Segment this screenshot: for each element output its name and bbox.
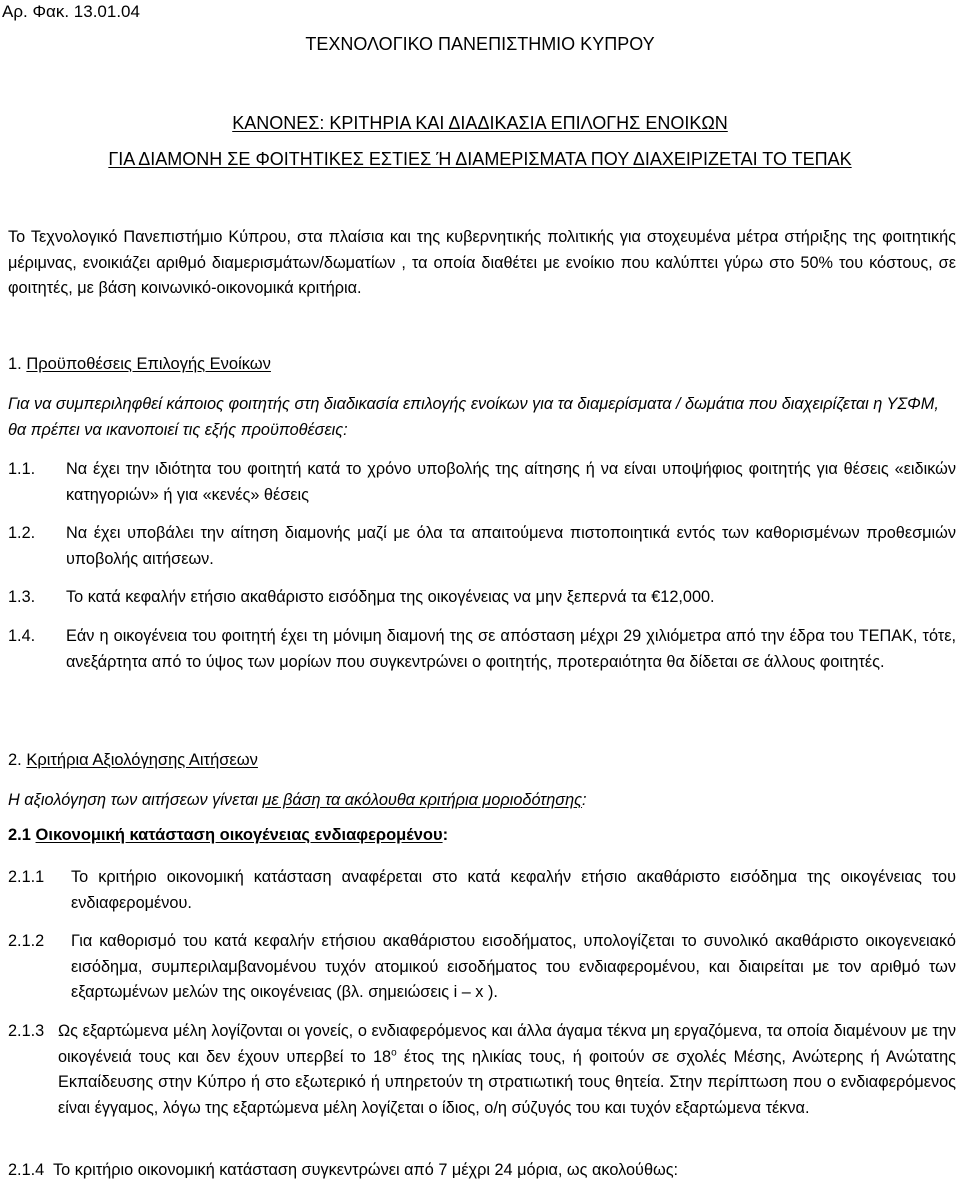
list-item: [8, 521, 956, 572]
item-text: Το κριτήριο οικονομική κατάσταση συγκεντρώνει από 7 μέχρι 24 μόρια, ως ακολούθως:: [53, 1161, 679, 1179]
list-item: [8, 457, 956, 508]
title-line-2: ΓΙΑ ΔΙΑΜΟΝΗ ΣΕ ΦΟΙΤΗΤΙΚΕΣ ΕΣΤΙΕΣ Ή ΔΙΑΜΕΡΙΣΜΑΤΑ ΠΟΥ ΔΙΑΧΕΙΡΙΖΕΤΑΙ ΤΟ ΤΕΠΑΚ: [108, 149, 852, 169]
ordinal-superscript: ο: [391, 1047, 397, 1059]
item-number: 1.1.: [8, 460, 36, 478]
list-item: [8, 929, 956, 1006]
section-1-intro: Για να συμπεριληφθεί κάποιος φοιτητής στη διαδικασία επιλογής ενοίκων για τα διαμερίσματα / δωμάτια που διαχειρίζεται η ΥΣΦΜ, θα πρέπει να ικανοποιεί τις εξής προϋποθέσεις:: [8, 395, 939, 439]
list-item: [8, 1158, 956, 1184]
subsection-title: Οικονομική κατάσταση οικογένειας ενδιαφερομένου: [35, 826, 443, 844]
subsection-title-post: :: [442, 826, 449, 844]
item-number: 1.3.: [8, 588, 36, 606]
section-2-title: Κριτήρια Αξιολόγησης Αιτήσεων: [26, 751, 258, 769]
list-item: [8, 865, 956, 916]
item-number: 2.1.2: [8, 932, 45, 950]
section-2-intro-post: :: [582, 791, 587, 809]
section-2-heading: [8, 751, 258, 770]
item-text: Να έχει υποβάλει την αίτηση διαμονής μαζί με όλα τα απαιτούμενα πιστοποιητικά εντός των καθορισμένων προθεσμιών υποβολής αιτήσεων.: [66, 524, 956, 568]
subsection-2-1-heading: [8, 826, 448, 845]
list-item: [8, 624, 956, 675]
item-text: Να έχει την ιδιότητα του φοιτητή κατά το χρόνο υποβολής της αίτησης ή να είναι υποψήφιος φοιτητής για θέσεις «ειδικών κατηγοριών» ή για «κενές» θέσεις: [66, 460, 956, 504]
section-1-title: Προϋποθέσεις Επιλογής Ενοίκων: [26, 355, 271, 373]
item-number: 1.2.: [8, 524, 36, 542]
item-text: Εάν η οικογένεια του φοιτητή έχει τη μόνιμη διαμονή της σε απόσταση μέχρι 29 χιλιόμετρα από την έδρα του ΤΕΠΑΚ, τότε, ανεξάρτητα από το ύψος των μορίων που συγκεντρώνει ο φοιτητής, προτεραιότητα θα δίδεται σε άλλους φοιτητές.: [66, 627, 956, 671]
subsection-number: 2.1: [8, 826, 36, 844]
intro-paragraph: Το Τεχνολογικό Πανεπιστήμιο Κύπρου, στα πλαίσια και της κυβερνητικής πολιτικής για στοχευμένα μέτρα στήριξης της φοιτητικής μέριμνας, ενοικιάζει αριθμό διαμερισμάτων/δωματίων , τα οποία διαθέτει με ενοίκιο που καλύπτει γύρω στο 50% του κόστους, σε φοιτητές, με βάση κοινωνικό-οικονομικά κριτήρια.: [8, 228, 956, 297]
item-number: 1.4.: [8, 627, 36, 645]
item-number: 2.1.3: [8, 1022, 45, 1040]
item-text: [58, 1019, 956, 1121]
item-text-b: έτος της ηλικίας τους, ή φοιτούν σε σχολές Μέσης, Ανώτερης ή Ανώτατης Εκπαίδευσης στην Κύπρο ή στο εξωτερικό ή υπηρετούν τη στρατιωτική τους θητεία. Στην περίπτωση που ο ενδιαφερόμενος είναι έγγαμος, λόγω της εξαρτώμενα μέλη λογίζεται ο ίδιος, ο/η σύζυγός του και τυχόν εξαρτώμενα τέκνα.: [58, 1047, 956, 1117]
file-reference: Αρ. Φακ. 13.01.04: [2, 2, 140, 21]
item-text: Για καθορισμό του κατά κεφαλήν ετήσιου ακαθάριστου εισοδήματος, υπολογίζεται το συνολικό ακαθάριστο οικογενειακό εισόδημα, συμπεριλαμβανομένου τυχόν ατομικού εισοδήματος του ενδιαφερομένου, και διαιρείται με τον αριθμό των εξαρτωμένων μελών της οικογένειας (βλ. σημειώσεις i – x ).: [71, 932, 956, 1001]
section-1-heading: [8, 355, 271, 374]
section-2-number: 2.: [8, 751, 27, 769]
list-item: [8, 585, 956, 611]
item-number: 2.1.4: [8, 1161, 45, 1179]
section-2-intro-underlined: με βάση τα ακόλουθα κριτήρια μοριοδότησης: [262, 791, 583, 809]
university-name: ΤΕΧΝΟΛΟΓΙΚΟ ΠΑΝΕΠΙΣΤΗΜΙΟ ΚΥΠΡΟΥ: [305, 34, 655, 54]
item-text-a: Ως εξαρτώμενα μέλη λογίζονται οι γονείς, ο ενδιαφερόμενος και άλλα άγαμα τέκνα μη εργαζόμενα, τα οποία διαμένουν με την οικογένειά τους και δεν έχουν υπερβεί το 18: [58, 1022, 956, 1066]
item-number: 2.1.1: [8, 868, 45, 886]
list-item: [8, 1019, 956, 1121]
title-line-1: ΚΑΝΟΝΕΣ: ΚΡΙΤΗΡΙΑ ΚΑΙ ΔΙΑΔΙΚΑΣΙΑ ΕΠΙΛΟΓΗΣ ΕΝΟΙΚΩΝ: [232, 113, 728, 133]
section-2-intro: [8, 788, 956, 814]
item-text: Το κριτήριο οικονομική κατάσταση αναφέρεται στο κατά κεφαλήν ετήσιο ακαθάριστο εισόδημα της οικογένειας του ενδιαφερομένου.: [71, 868, 956, 912]
section-2-intro-pre: Η αξιολόγηση των αιτήσεων γίνεται: [8, 791, 263, 809]
section-1-number: 1.: [8, 355, 27, 373]
item-text: Το κατά κεφαλήν ετήσιο ακαθάριστο εισόδημα της οικογένειας να μην ξεπερνά τα €12,000.: [66, 588, 715, 606]
